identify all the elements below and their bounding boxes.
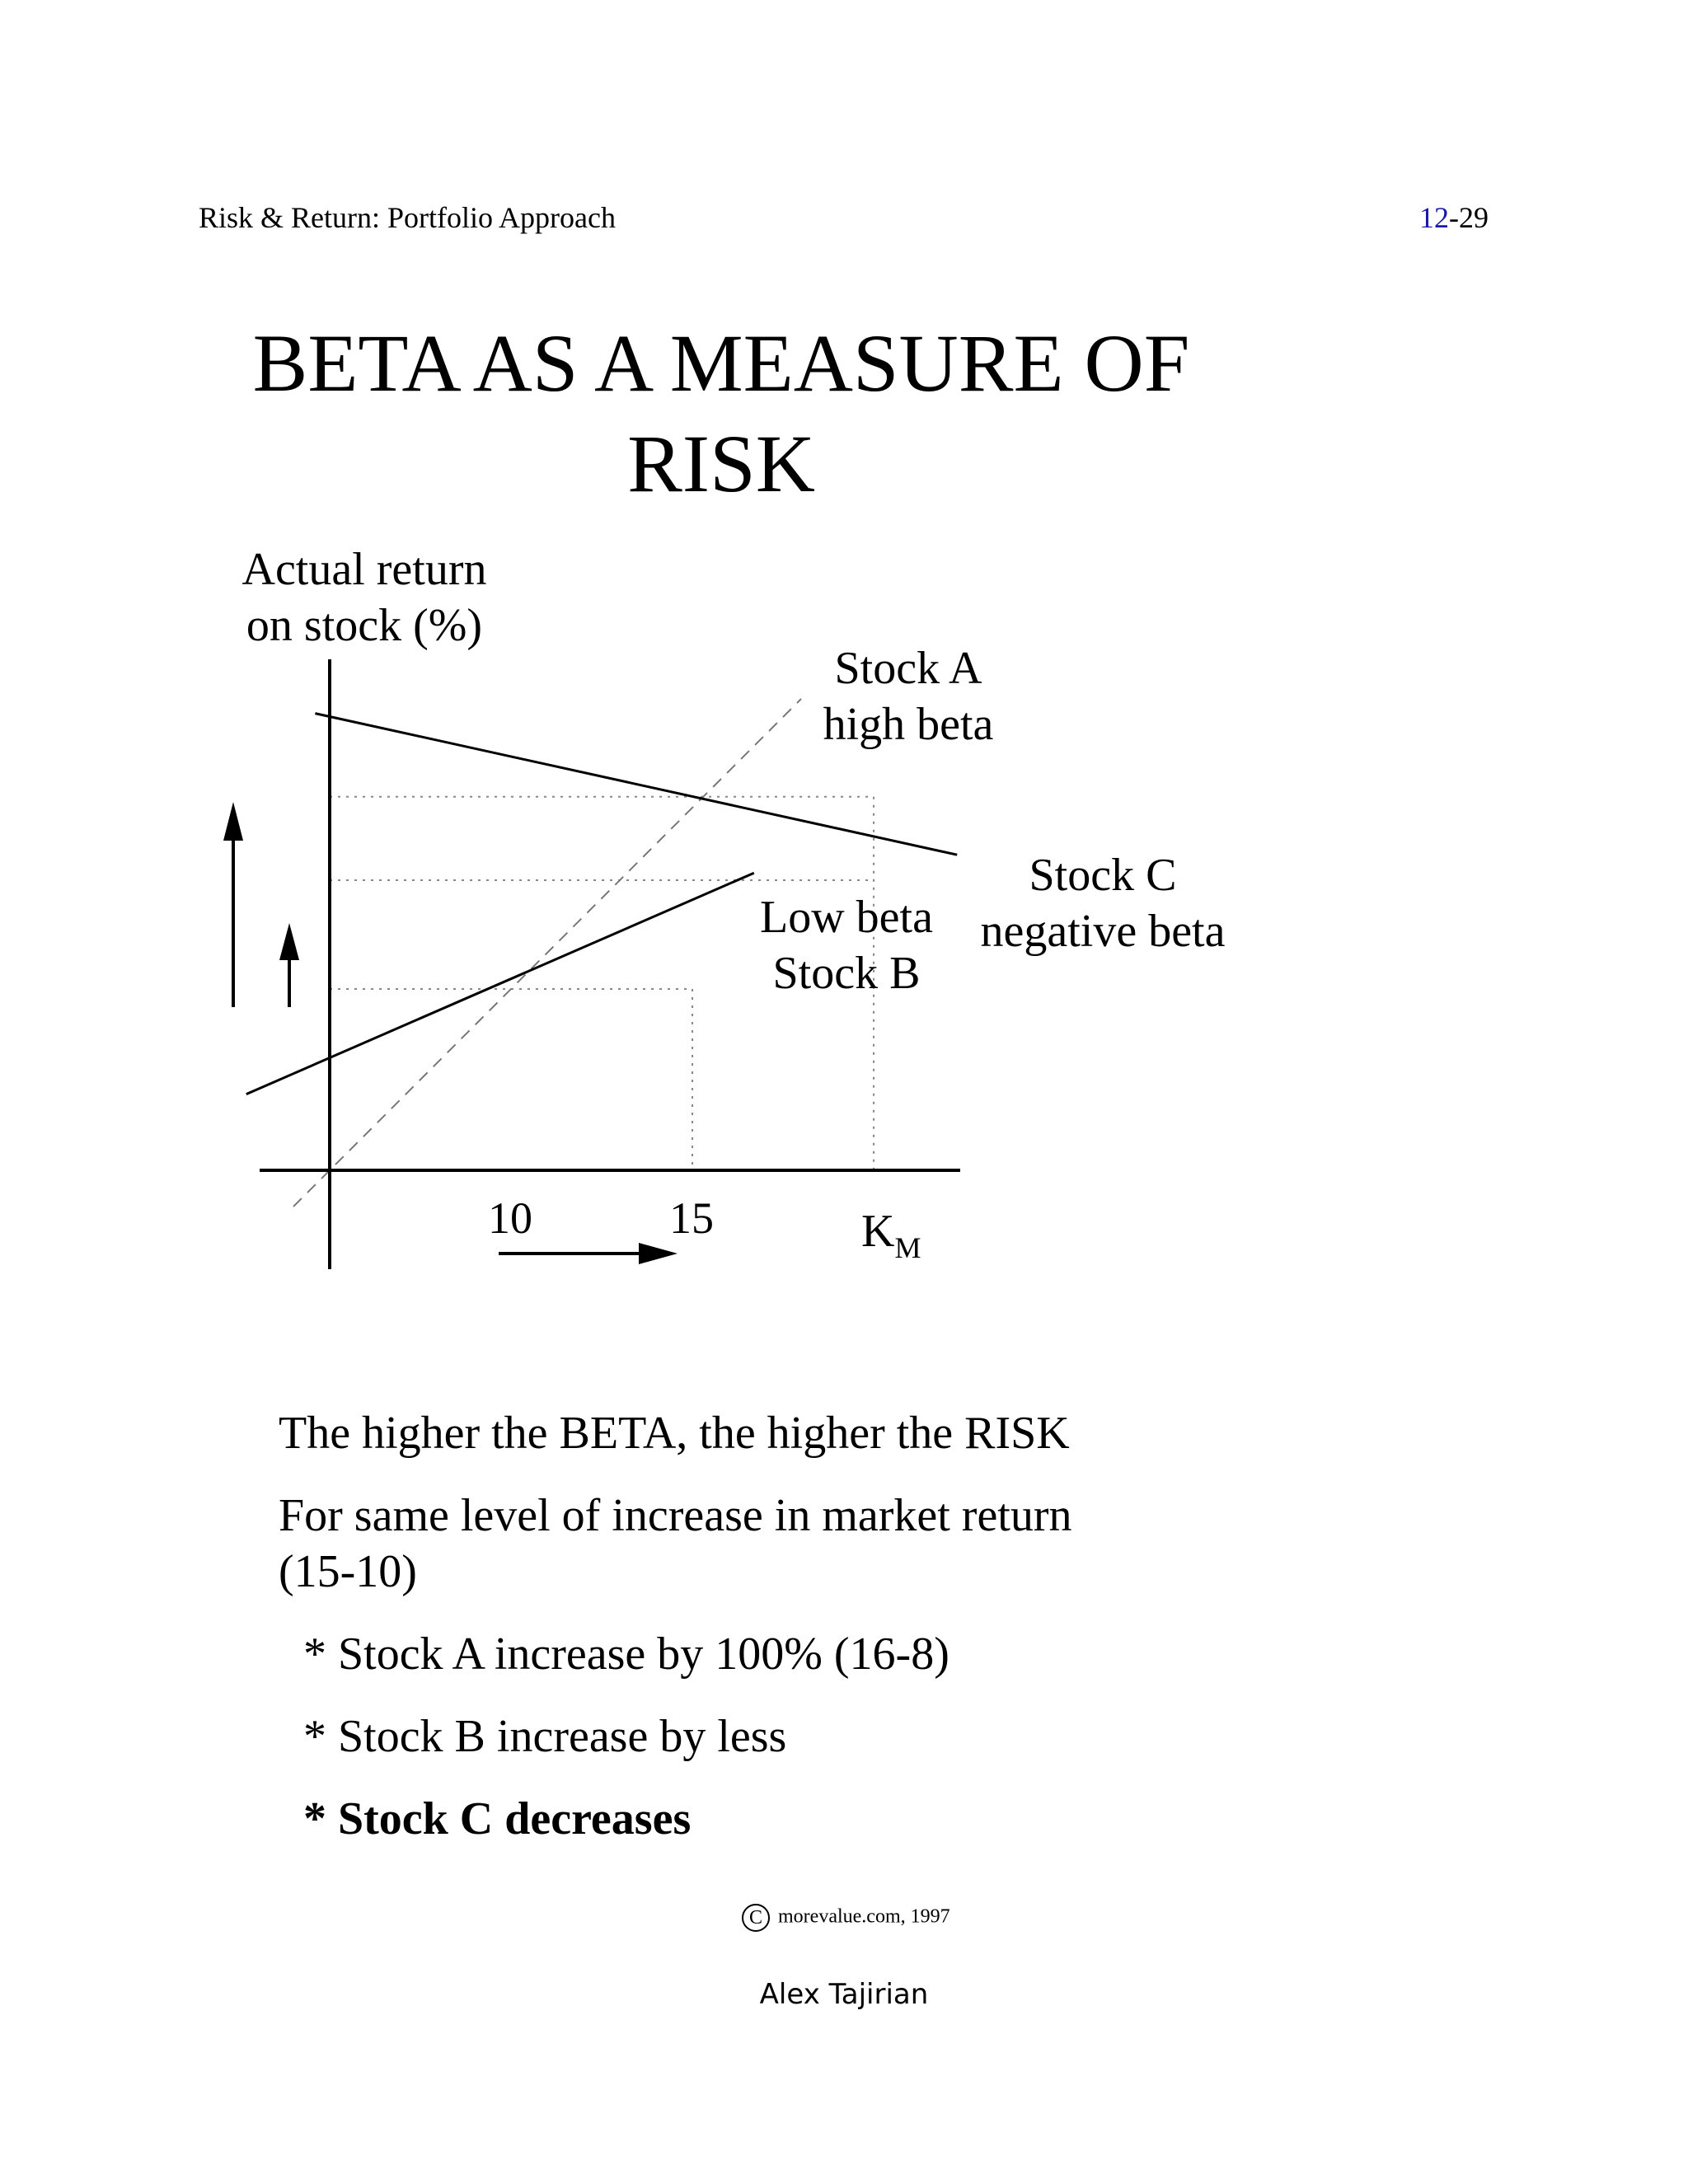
series-label-stock-b: Low beta bbox=[760, 892, 933, 943]
x-increase-arrow bbox=[499, 1243, 678, 1264]
copyright-text: morevalue.com, 1997 bbox=[778, 1905, 950, 1928]
y-axis-label-line2: on stock (%) bbox=[246, 600, 483, 651]
bullet-stock-c: * Stock C decreases bbox=[303, 1793, 692, 1844]
header-title: Risk & Return: Portfolio Approach bbox=[199, 201, 616, 234]
statement-line: For same level of increase in market return bbox=[279, 1490, 1072, 1541]
series-label-stock-c: negative beta bbox=[980, 906, 1226, 957]
series-label-stock-b: Stock B bbox=[772, 948, 921, 999]
series-label-stock-c: Stock C bbox=[1029, 850, 1177, 901]
chapter-number: 12 bbox=[1419, 201, 1449, 234]
copyright-icon: C bbox=[742, 1904, 770, 1932]
y-increase-arrow-small bbox=[279, 923, 299, 1007]
series-labels bbox=[760, 643, 1226, 999]
page-suffix: -29 bbox=[1449, 201, 1489, 234]
y-increase-arrow-large bbox=[223, 802, 243, 1007]
bullet-stock-b: * Stock B increase by less bbox=[303, 1711, 787, 1762]
series-label-stock-a: high beta bbox=[823, 699, 994, 750]
x-tick-label: 10 bbox=[488, 1193, 532, 1243]
page-title: BETA AS A MEASURE OF RISK bbox=[252, 317, 1190, 509]
statement-line: The higher the BETA, the higher the RISK bbox=[279, 1408, 1070, 1459]
x-tick-label: 15 bbox=[669, 1193, 714, 1243]
series-label-stock-a: Stock A bbox=[834, 643, 982, 694]
copyright bbox=[742, 1904, 950, 1932]
y-axis-label-line1: Actual return bbox=[241, 544, 487, 595]
bullet-stock-a: * Stock A increase by 100% (16-8) bbox=[303, 1629, 950, 1680]
series-line-stock-a bbox=[293, 699, 801, 1207]
author: Alex Tajirian bbox=[759, 1978, 929, 2011]
series-line-stock-b bbox=[246, 873, 754, 1094]
statement-line: (15-10) bbox=[279, 1546, 417, 1597]
x-axis-label: $K_M$ bbox=[861, 1206, 921, 1264]
